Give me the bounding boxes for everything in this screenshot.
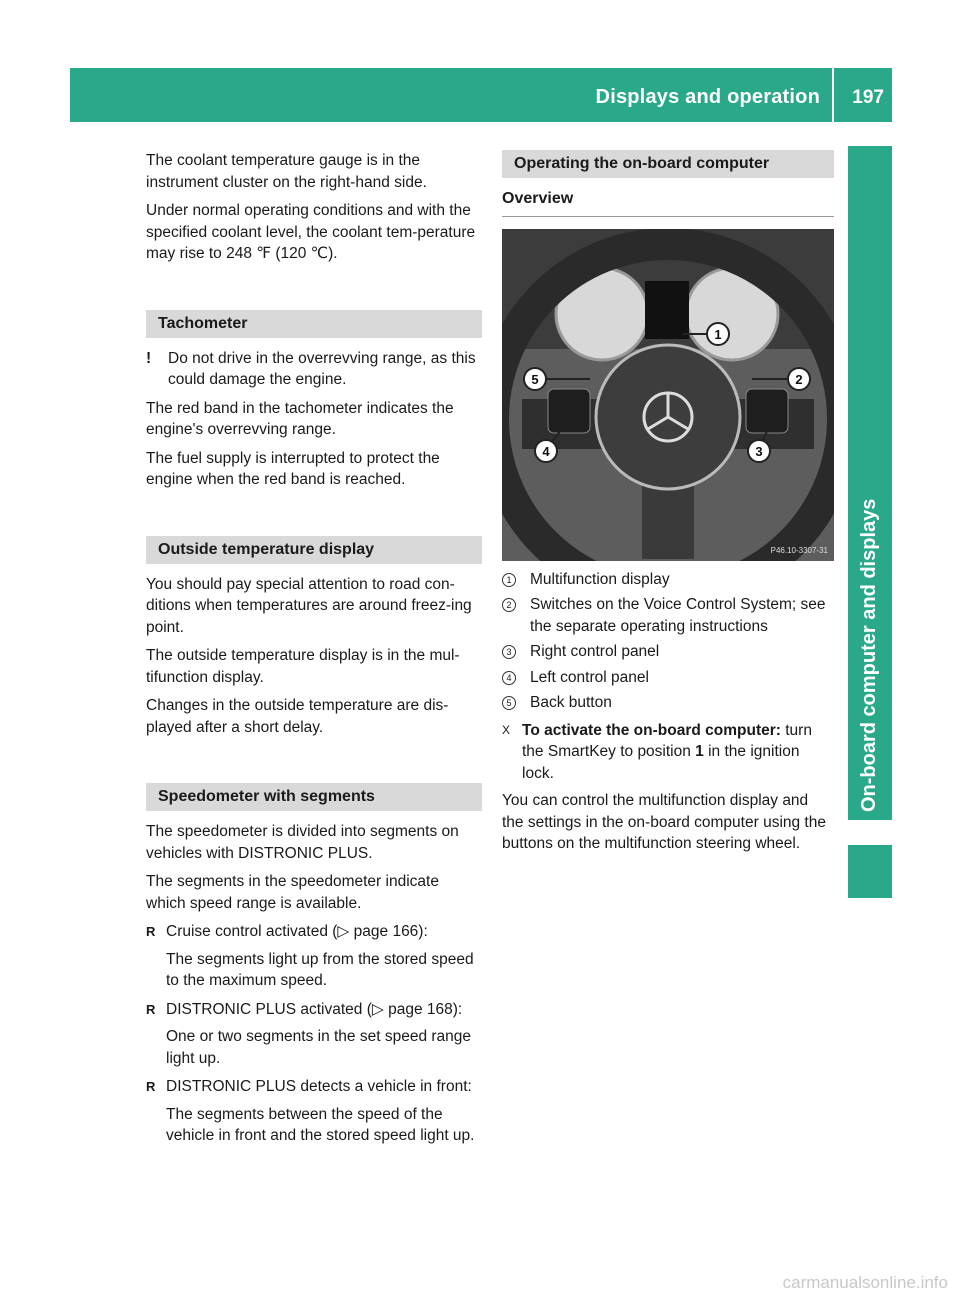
page-number: 197 [852, 87, 884, 108]
page-header-title: Displays and operation [595, 86, 820, 108]
legend-item [502, 594, 834, 637]
svg-text:5: 5 [531, 371, 539, 387]
header-bar [70, 68, 892, 122]
tachometer-warning [146, 348, 482, 391]
tachometer-heading: Tachometer [146, 310, 482, 338]
action-text [522, 720, 834, 785]
speedometer-paragraph-1: The speedometer is divided into segments on vehicles with DISTRONIC PLUS. [146, 823, 459, 862]
callout-4 [535, 440, 557, 462]
warning-text: Do not drive in the overrevving range, as this could damage the engine. [168, 349, 476, 388]
outside-temperature-heading: Outside temperature display [146, 536, 482, 564]
legend-text: Back button [530, 694, 612, 711]
warning-icon: ! [146, 349, 152, 367]
side-tab-marker [848, 845, 892, 898]
watermark: carmanualsonline.info [782, 1273, 948, 1292]
legend-number: 2 [502, 598, 516, 612]
legend-text: Right control panel [530, 643, 660, 660]
action-body: turn the SmartKey to position [522, 721, 812, 760]
bullet-item [146, 921, 482, 943]
bullet-detail: The segments between the speed of the vehicle in front and the stored speed light up. [166, 1105, 475, 1144]
legend-text: Multifunction display [530, 570, 670, 588]
action-position: 1 [695, 743, 704, 760]
legend-number: 1 [502, 573, 516, 587]
coolant-paragraph-2: Under normal operating conditions and with the specified coolant level, the coolant tem-perature may rise to 248 ℉ (120 ℃). [146, 202, 476, 262]
svg-text:3: 3 [755, 443, 763, 459]
right-column [502, 150, 834, 862]
header-divider [832, 68, 834, 122]
bullet-label: Cruise control activated (▷ page 166): [166, 923, 428, 940]
bullet-icon: R [146, 924, 156, 939]
legend-item [502, 569, 834, 591]
svg-text:2: 2 [795, 371, 803, 387]
steering-wheel-figure [502, 229, 834, 561]
legend-number: 4 [502, 671, 516, 685]
legend-item [502, 667, 834, 689]
steering-wheel-illustration [502, 229, 834, 561]
speedometer-heading: Speedometer with segments [146, 783, 482, 811]
tachometer-paragraph-1: The red band in the tachometer indicates the engine's overrevving range. [146, 399, 454, 438]
legend-item [502, 692, 834, 714]
legend-number: 3 [502, 645, 516, 659]
legend-text: Switches on the Voice Control System; see the separate operating instructions [530, 596, 826, 635]
bullet-label: DISTRONIC PLUS activated (▷ page 168): [166, 1000, 463, 1018]
coolant-paragraph-1: The coolant temperature gauge is in the instrument cluster on the right-hand side. [146, 152, 427, 191]
callout-1 [707, 323, 729, 345]
callout-2 [788, 368, 810, 390]
overview-subheading: Overview [502, 188, 834, 217]
svg-text:4: 4 [542, 443, 550, 459]
callout-3 [748, 440, 770, 462]
outside-temp-paragraph-1: You should pay special attention to road con-ditions when temperatures are around freez-ing point. [146, 575, 472, 636]
action-bold: To activate the on-board computer: [522, 721, 781, 739]
bullet-detail: One or two segments in the set speed range light up. [166, 1028, 472, 1067]
bullet-detail: The segments light up from the stored speed to the maximum speed. [166, 950, 474, 989]
outside-temp-paragraph-3: Changes in the outside temperature are dis-played after a short delay. [146, 697, 449, 736]
closing-paragraph: You can control the multifunction display and the settings in the on-board computer using the buttons on the multifunction steering wheel. [502, 792, 826, 852]
tachometer-paragraph-2: The fuel supply is interrupted to protect the engine when the red band is reached. [146, 449, 440, 488]
side-chapter-tab [848, 146, 892, 820]
left-column [146, 150, 482, 1154]
bullet-item [146, 999, 482, 1021]
action-step [502, 720, 834, 785]
outside-temp-paragraph-2: The outside temperature display is in the mul-tifunction display. [146, 647, 460, 686]
legend-number: 5 [502, 696, 516, 710]
bullet-label: DISTRONIC PLUS detects a vehicle in front: [166, 1078, 472, 1095]
bullet-item [146, 1076, 482, 1098]
action-arrow-icon: X [502, 722, 511, 737]
side-chapter-label: On-board computer and displays [858, 498, 880, 812]
on-board-computer-heading: Operating the on-board computer [502, 150, 834, 178]
callout-5 [524, 368, 546, 390]
speedometer-paragraph-2: The segments in the speedometer indicate which speed range is available. [146, 873, 439, 912]
figure-code: P46.10-3307-31 [770, 545, 828, 555]
bullet-icon: R [146, 1001, 156, 1017]
legend-text: Left control panel [530, 668, 649, 686]
legend-item [502, 641, 834, 663]
svg-text:1: 1 [714, 326, 722, 342]
action-end: in the ignition lock. [522, 743, 800, 782]
bullet-icon: R [146, 1079, 156, 1094]
